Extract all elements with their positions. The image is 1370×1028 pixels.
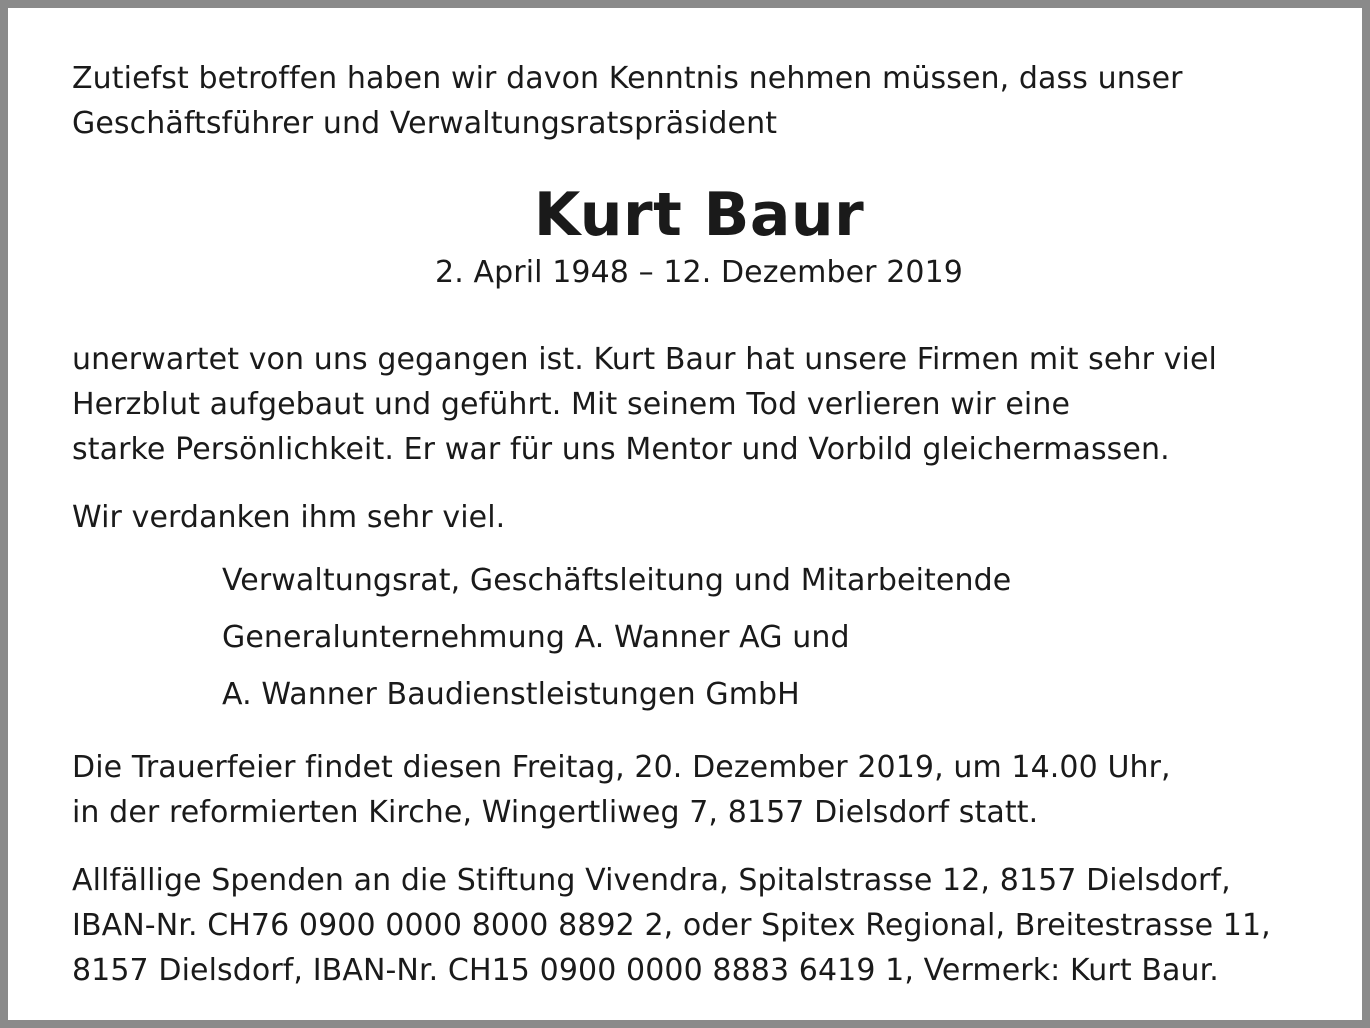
notice-content: [72, 56, 1322, 993]
funeral-service-text: Die Trauerfeier findet diesen Freitag, 20. Dezember 2019, um 14.00 Uhr, in der reformierten Kirche, Wingertliweg 7, 8157 Dielsdorf statt.: [72, 750, 1171, 830]
life-dates: 2. April 1948 – 12. Dezember 2019: [435, 255, 963, 290]
thanks-text: Wir verdanken ihm sehr viel.: [72, 500, 506, 535]
signatory-line: Verwaltungsrat, Geschäftsleitung und Mitarbeitende: [222, 563, 1012, 598]
signatories-block: [72, 552, 1322, 723]
donations-text: Allfällige Spenden an die Stiftung Vivendra, Spitalstrasse 12, 8157 Dielsdorf, IBAN-Nr. CH76 0900 0000 8000 8892 2, oder Spitex Regional, Breitestrasse 11, 8157 Dielsdorf, IBAN-Nr. CH15 0900 0000 8883 6419 1, Vermerk: Kurt Baur.: [72, 863, 1271, 988]
signatory-line: Generalunternehmung A. Wanner AG und: [222, 620, 850, 655]
deceased-name: Kurt Baur: [533, 180, 865, 250]
tribute-text: unerwartet von uns gegangen ist. Kurt Baur hat unsere Firmen mit sehr viel Herzblut aufgebaut und geführt. Mit seinem Tod verlieren wir eine starke Persönlichkeit. Er war für uns Mentor und Vorbild gleichermassen.: [72, 342, 1217, 467]
signatory-line: A. Wanner Baudienstleistungen GmbH: [222, 677, 800, 712]
intro-text: Zutiefst betroffen haben wir davon Kenntnis nehmen müssen, dass unser Geschäftsführer und Verwaltungsratspräsident: [72, 61, 1183, 141]
